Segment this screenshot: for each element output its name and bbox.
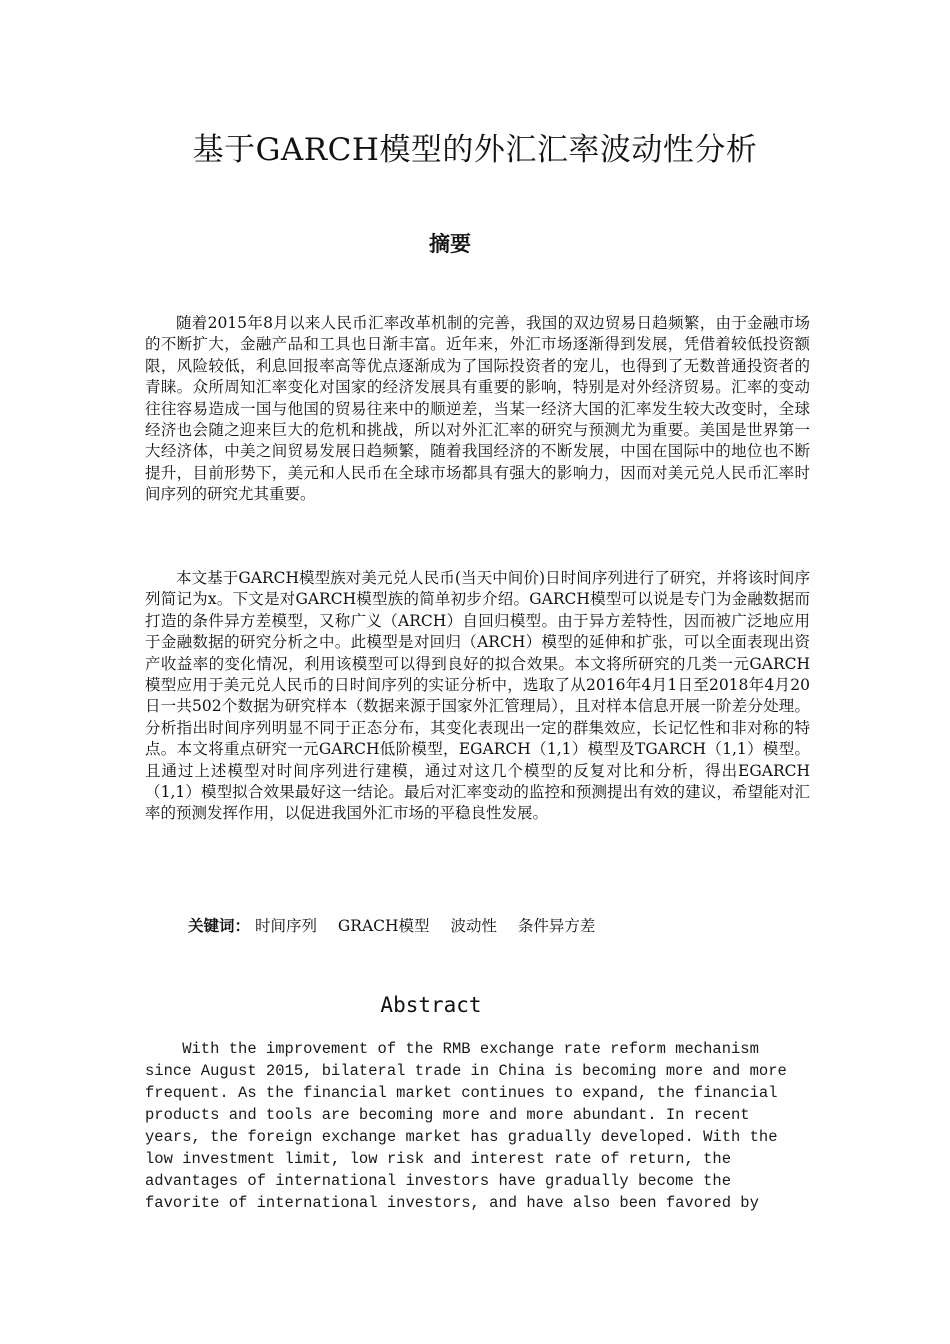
abstract-en-text: With the improvement of the RMB exchange rate reform mechanism since August 2015, bilateral trade in China is becoming more and more frequent. As the financial market continues to expand, the financial products and tools are becoming more and more abundant. In recent years, the foreign exchange market has gradually developed. With the low investment limit, low risk and interest rate of return, the advantages of international investors have gradually become the favorite of international investors, and have also been favored by (145, 1040, 787, 1212)
keywords-line (188, 915, 611, 937)
abstract-heading-cn: 摘要 (429, 232, 471, 256)
abstract-cn-paragraph-2 (145, 568, 810, 825)
abstract-cn-text-2: 本文基于GARCH模型族对美元兑人民币(当天中间价)日时间序列进行了研究，并将该时间序列简记为x。下文是对GARCH模型族的简单初步介绍。GARCH模型可以说是专门为金融数据而打造的条件异方差模型，又称广义（ARCH）自回归模型。由于异方差特性，因而被广泛地应用于金融数据的研究分析之中。此模型是对回归（ARCH）模型的延伸和扩张，可以全面表现出资产收益率的变化情况，利用该模型可以得到良好的拟合效果。本文将所研究的几类一元GARCH模型应用于美元兑人民币的日时间序列的实证分析中，选取了从2016年4月1日至2018年4月20日一共502个数据为研究样本（数据来源于国家外汇管理局），且对样本信息开展一阶差分处理。分析指出时间序列明显不同于正态分布，其变化表现出一定的群集效应，长记忆性和非对称的特点。本文将重点研究一元GARCH低阶模型，EGARCH（1,1）模型及TGARCH（1,1）模型。且通过上述模型对时间序列进行建模，通过对这几个模型的反复对比和分析，得出EGARCH（1,1）模型拟合效果最好这一结论。最后对汇率变动的监控和预测提出有效的建议，希望能对汇率的预测发挥作用，以促进我国外汇市场的平稳良性发展。 (145, 569, 810, 823)
keyword-item: GRACH模型 (337, 917, 430, 935)
abstract-cn-paragraph-1 (145, 313, 810, 506)
abstract-heading-en: Abstract (380, 993, 482, 1017)
keyword-item: 时间序列 (254, 917, 317, 935)
paper-title: 基于GARCH模型的外汇汇率波动性分析 (192, 132, 758, 168)
keyword-item: 波动性 (450, 917, 497, 935)
keyword-item: 条件异方差 (517, 917, 596, 935)
keywords-label: 关键词： (188, 917, 251, 935)
abstract-cn-text-1: 随着2015年8月以来人民币汇率改革机制的完善，我国的双边贸易日趋频繁，由于金融市场的不断扩大，金融产品和工具也日渐丰富。近年来，外汇市场逐渐得到发展，凭借着较低投资额限，风险较低，利息回报率高等优点逐渐成为了国际投资者的宠儿，也得到了无数普通投资者的青睐。众所周知汇率变化对国家的经济发展具有重要的影响，特别是对外经济贸易。汇率的变动往往容易造成一国与他国的贸易往来中的顺逆差，当某一经济大国的汇率发生较大改变时，全球经济也会随之迎来巨大的危机和挑战，所以对外汇汇率的研究与预测尤为重要。美国是世界第一大经济体，中美之间贸易发展日趋频繁，随着我国经济的不断发展，中国在国际中的地位也不断提升，目前形势下，美元和人民币在全球市场都具有强大的影响力，因而对美元兑人民币汇率时间序列的研究尤其重要。 (145, 314, 810, 504)
